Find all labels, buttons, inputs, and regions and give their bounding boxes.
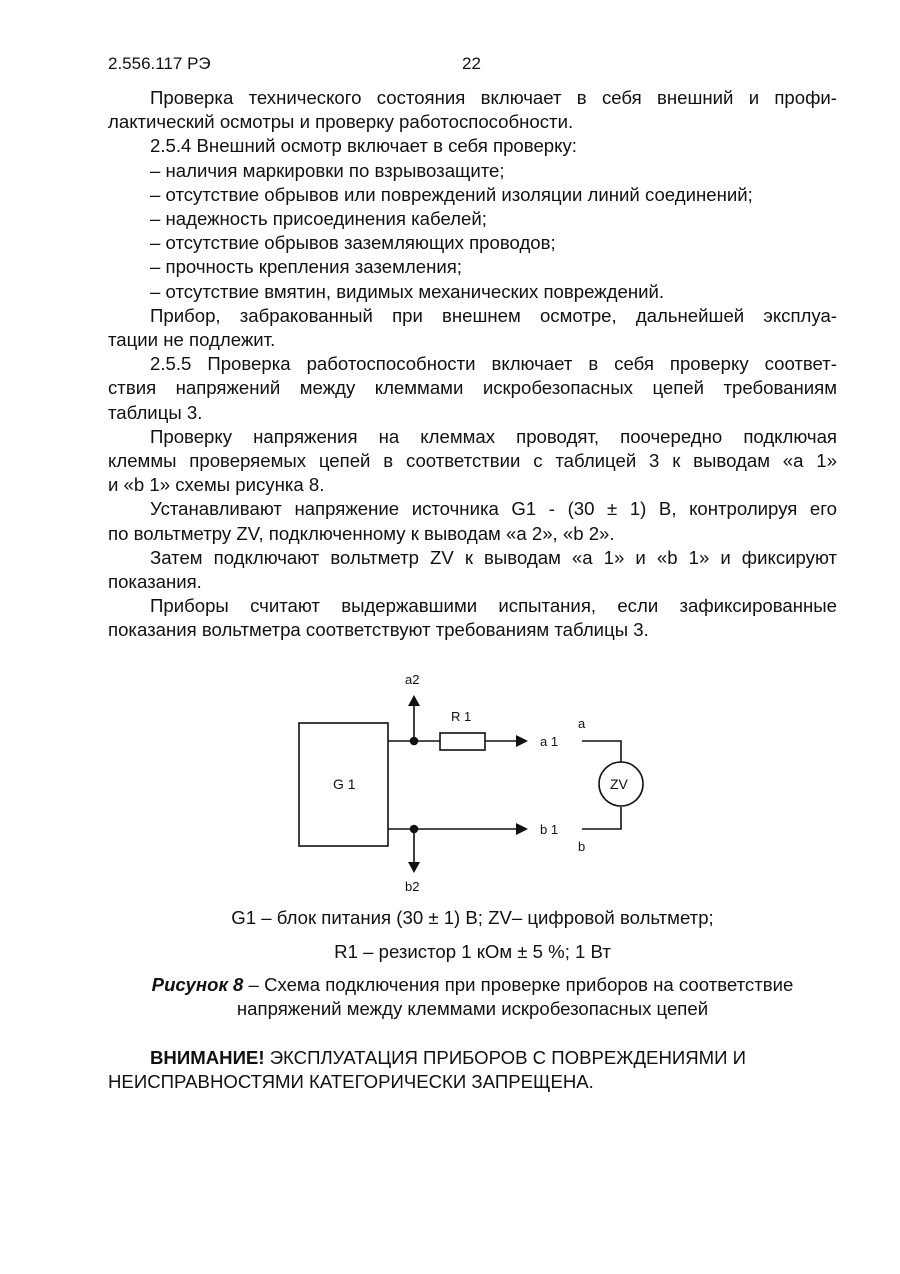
legend-line-2: R1 – резистор 1 кОм ± 5 %; 1 Вт <box>334 941 611 962</box>
figure-caption-text-2: напряжений между клеммами искробезопасных цепей <box>236 998 709 1019</box>
terminal-b2-label: b2 <box>405 879 420 894</box>
text-line: Прибор, забракованный при внешнем осмотре, дальнейшей эксплуа- <box>150 304 837 326</box>
meter-terminal-a-label: a <box>578 716 586 731</box>
figure-label: Рисунок 8 <box>151 974 244 995</box>
text-line: 2.5.5 Проверка работоспособности включает в себя проверку соответ- <box>150 353 837 375</box>
document-code: 2.556.117 РЭ <box>108 54 211 73</box>
text-line: Проверка технического состояния включает в себя внешний и профи- <box>150 87 837 108</box>
section-2-5-5 <box>108 352 837 425</box>
text-line: показания. <box>108 571 202 593</box>
text-line: Затем подключают вольтметр ZV к выводам «а 1» и «b 1» и фиксируют <box>150 546 837 568</box>
paragraph-pass-criteria <box>108 594 837 642</box>
text-line: ствия напряжений между клеммами искробезопасных цепей требованиям <box>108 377 837 399</box>
paragraph-connect-meter <box>108 546 837 594</box>
list-item: – надежность присоединения кабелей; <box>150 208 487 230</box>
text-line: по вольтметру ZV, подключенному к выводам «а 2», «b 2». <box>108 522 615 544</box>
warning-label: ВНИМАНИЕ! <box>150 1047 265 1068</box>
figure-caption-text: – Схема подключения при проверке приборов на соответствие <box>243 974 794 995</box>
arrow-a2-icon <box>408 695 420 706</box>
list-item: – наличия маркировки по взрывозащите; <box>150 159 505 181</box>
terminal-b1-label: b 1 <box>540 822 559 837</box>
resistor-label: R 1 <box>451 709 472 724</box>
warning-notice <box>108 1046 837 1094</box>
text-line: и «b 1» схемы рисунка 8. <box>108 474 325 496</box>
list-item: – прочность крепления заземления; <box>150 256 462 278</box>
legend-line-1: G1 – блок питания (30 ± 1) В; ZV– цифровой вольтметр; <box>231 907 714 928</box>
page-number: 22 <box>462 54 481 73</box>
terminal-a2-label: a2 <box>405 672 420 687</box>
paragraph-voltage-check <box>108 425 837 498</box>
resistor-r1 <box>440 733 485 750</box>
meter-wire-a <box>582 741 621 762</box>
section-2-5-4: 2.5.4 Внешний осмотр включает в себя проверку: <box>150 135 577 157</box>
arrow-b2-icon <box>408 862 420 873</box>
arrow-a1-icon <box>516 735 528 747</box>
figure-caption <box>108 973 837 1021</box>
paragraph-technical-state <box>108 86 837 134</box>
warning-text: ЭКСПЛУАТАЦИЯ ПРИБОРОВ С ПОВРЕЖДЕНИЯМИ И <box>264 1047 747 1068</box>
paragraph-rejected <box>108 304 837 352</box>
text-line: лактический осмотры и проверку работоспособности. <box>108 111 574 133</box>
list-item: – отсутствие обрывов заземляющих проводов; <box>150 232 556 254</box>
text-line: тации не подлежит. <box>108 329 276 351</box>
text-line: показания вольтметра соответствуют требованиям таблицы 3. <box>108 619 649 641</box>
warning-text-2: НЕИСПРАВНОСТЯМИ КАТЕГОРИЧЕСКИ ЗАПРЕЩЕНА. <box>108 1071 594 1093</box>
circuit-diagram <box>290 662 660 902</box>
meter-terminal-b-label: b <box>578 839 586 854</box>
arrow-b1-icon <box>516 823 528 835</box>
power-supply-label: G 1 <box>333 776 356 792</box>
list-item: – отсутствие вмятин, видимых механических повреждений. <box>150 280 665 302</box>
text-line: клеммы проверяемых цепей в соответствии с таблицей 3 к выводам «а 1» <box>108 450 837 472</box>
list-item: – отсутствие обрывов или повреждений изоляции линий соединений; <box>150 183 753 205</box>
text-line: Устанавливают напряжение источника G1 - (30 ± 1) В, контролируя его <box>150 498 837 520</box>
text-line: Приборы считают выдержавшими испытания, если зафиксированные <box>150 595 837 617</box>
inspection-list <box>108 159 837 304</box>
voltmeter-label: ZV <box>610 776 628 792</box>
body-text <box>108 86 837 643</box>
paragraph-set-voltage <box>108 497 837 545</box>
text-line: Проверку напряжения на клеммах проводят, поочередно подключая <box>150 425 837 447</box>
meter-wire-b <box>582 807 621 829</box>
terminal-a1-label: a 1 <box>540 734 559 749</box>
text-line: таблицы 3. <box>108 401 203 423</box>
